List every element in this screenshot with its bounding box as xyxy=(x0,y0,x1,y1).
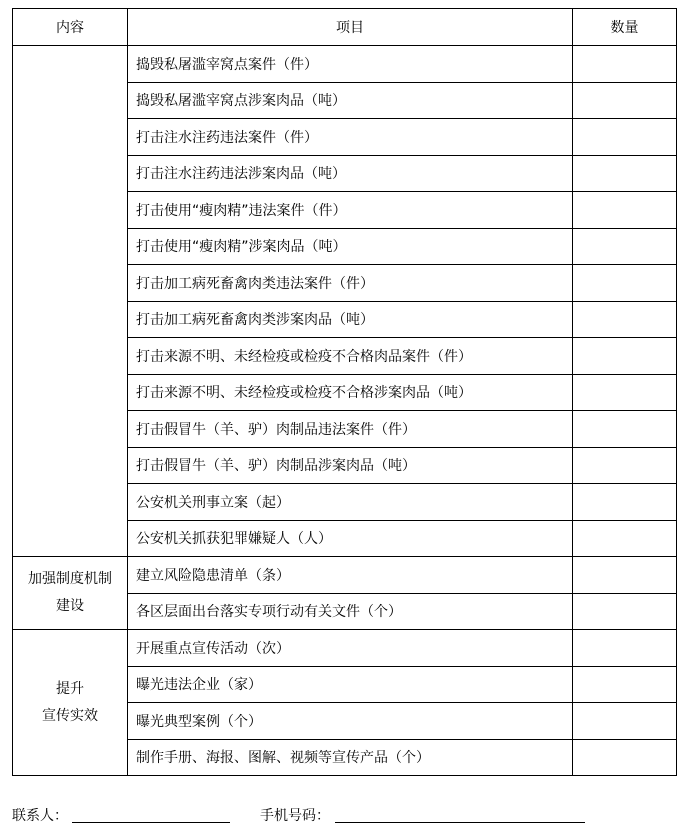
item-cell: 公安机关抓获犯罪嫌疑人（人） xyxy=(128,520,573,557)
quantity-cell[interactable] xyxy=(573,484,677,521)
header-content: 内容 xyxy=(13,9,128,46)
category-cell xyxy=(13,557,128,630)
table-row xyxy=(13,630,677,667)
quantity-cell[interactable] xyxy=(573,374,677,411)
item-cell: 打击使用“瘦肉精”涉案肉品（吨） xyxy=(128,228,573,265)
item-cell: 捣毁私屠滥宰窝点案件（件） xyxy=(128,46,573,83)
quantity-cell[interactable] xyxy=(573,301,677,338)
category-label-line: 宣传实效 xyxy=(42,707,98,724)
quantity-cell[interactable] xyxy=(573,155,677,192)
item-cell: 制作手册、海报、图解、视频等宣传产品（个） xyxy=(128,739,573,776)
item-cell: 打击加工病死畜禽肉类违法案件（件） xyxy=(128,265,573,302)
quantity-cell[interactable] xyxy=(573,593,677,630)
quantity-cell[interactable] xyxy=(573,703,677,740)
header-quantity: 数量 xyxy=(573,9,677,46)
quantity-cell[interactable] xyxy=(573,557,677,594)
quantity-cell[interactable] xyxy=(573,228,677,265)
header-item: 项目 xyxy=(128,9,573,46)
quantity-cell[interactable] xyxy=(573,265,677,302)
item-cell: 各区层面出台落实专项行动有关文件（个） xyxy=(128,593,573,630)
header-row xyxy=(13,9,677,46)
category-label-line: 提升 xyxy=(56,680,84,697)
signature-footer xyxy=(12,802,676,828)
item-cell: 打击假冒牛（羊、驴）肉制品涉案肉品（吨） xyxy=(128,447,573,484)
quantity-cell[interactable] xyxy=(573,520,677,557)
phone-label: 手机号码： xyxy=(260,808,330,824)
item-cell: 打击注水注药违法案件（件） xyxy=(128,119,573,156)
category-cell xyxy=(13,630,128,776)
quantity-cell[interactable] xyxy=(573,630,677,667)
category-label-line: 建设 xyxy=(56,598,84,614)
item-cell: 打击假冒牛（羊、驴）肉制品违法案件（件） xyxy=(128,411,573,448)
quantity-cell[interactable] xyxy=(573,411,677,448)
item-cell: 捣毁私屠滥宰窝点涉案肉品（吨） xyxy=(128,82,573,119)
phone-blank-line[interactable] xyxy=(335,822,585,823)
item-cell: 打击使用“瘦肉精”违法案件（件） xyxy=(128,192,573,229)
quantity-cell[interactable] xyxy=(573,447,677,484)
category-cell xyxy=(13,46,128,557)
item-cell: 打击来源不明、未经检疫或检疫不合格涉案肉品（吨） xyxy=(128,374,573,411)
quantity-cell[interactable] xyxy=(573,192,677,229)
contact-blank-line[interactable] xyxy=(72,822,230,823)
category-label-line: 加强制度机制 xyxy=(28,571,112,587)
table-row xyxy=(13,557,677,594)
statistics-table xyxy=(12,8,677,776)
quantity-cell[interactable] xyxy=(573,666,677,703)
quantity-cell[interactable] xyxy=(573,82,677,119)
item-cell: 打击注水注药违法涉案肉品（吨） xyxy=(128,155,573,192)
table-body xyxy=(13,46,677,776)
quantity-cell[interactable] xyxy=(573,119,677,156)
quantity-cell[interactable] xyxy=(573,46,677,83)
item-cell: 打击来源不明、未经检疫或检疫不合格肉品案件（件） xyxy=(128,338,573,375)
quantity-cell[interactable] xyxy=(573,739,677,776)
item-cell: 打击加工病死畜禽肉类涉案肉品（吨） xyxy=(128,301,573,338)
item-cell: 曝光违法企业（家） xyxy=(128,666,573,703)
item-cell: 公安机关刑事立案（起） xyxy=(128,484,573,521)
item-cell: 曝光典型案例（个） xyxy=(128,703,573,740)
item-cell: 建立风险隐患清单（条） xyxy=(128,557,573,594)
item-cell: 开展重点宣传活动（次） xyxy=(128,630,573,667)
quantity-cell[interactable] xyxy=(573,338,677,375)
contact-label: 联系人： xyxy=(12,808,68,824)
table-row xyxy=(13,46,677,83)
